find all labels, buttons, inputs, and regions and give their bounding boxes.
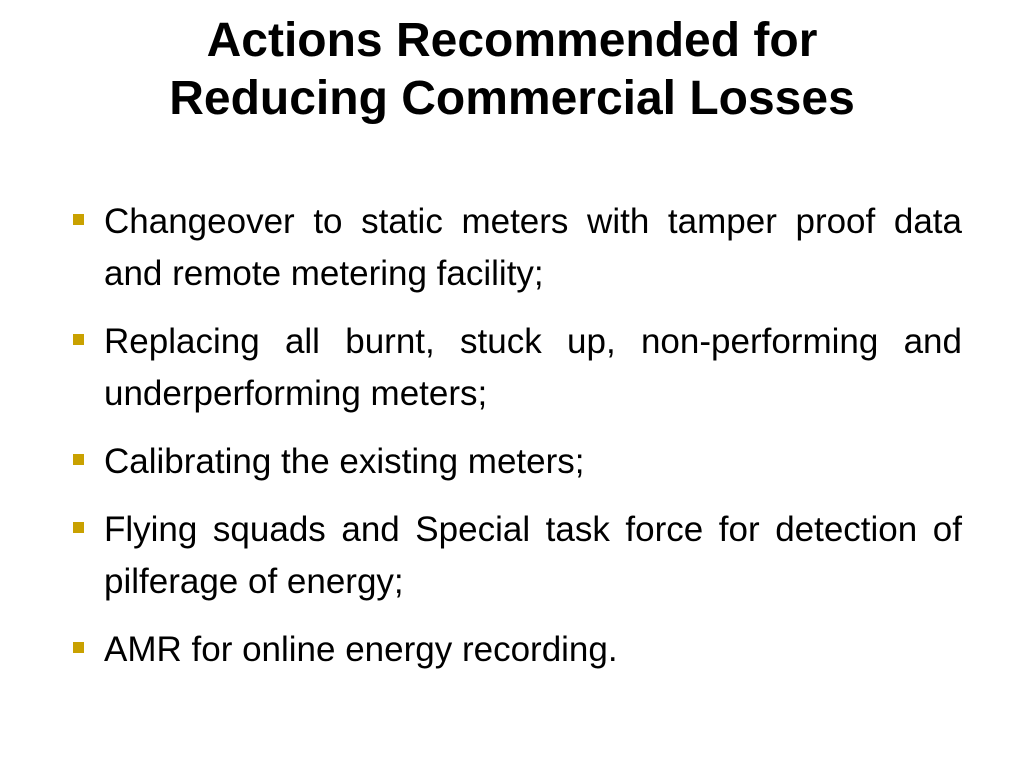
slide-title-line-2: Reducing Commercial Losses [169, 72, 855, 125]
bullet-item-calibrating-meters [70, 436, 962, 488]
bullet-text: Calibrating the existing meters; [104, 442, 585, 481]
bullet-text: Replacing all burnt, stuck up, non-performing and underperforming meters; [104, 322, 962, 413]
bullet-item-amr [70, 624, 962, 676]
square-bullet-icon [73, 334, 84, 345]
bullet-list [70, 196, 962, 692]
bullet-text: Flying squads and Special task force for detection of pilferage of energy; [104, 510, 962, 601]
square-bullet-icon [73, 522, 84, 533]
square-bullet-icon [73, 214, 84, 225]
square-bullet-icon [73, 454, 84, 465]
bullet-item-replacing-meters [70, 316, 962, 420]
square-bullet-icon [73, 642, 84, 653]
slide-title [40, 12, 984, 128]
bullet-item-static-meters [70, 196, 962, 300]
bullet-text: Changeover to static meters with tamper proof data and remote metering facility; [104, 202, 962, 293]
bullet-text: AMR for online energy recording. [104, 630, 618, 669]
slide-title-line-1: Actions Recommended for [206, 14, 818, 67]
bullet-item-flying-squads [70, 504, 962, 608]
